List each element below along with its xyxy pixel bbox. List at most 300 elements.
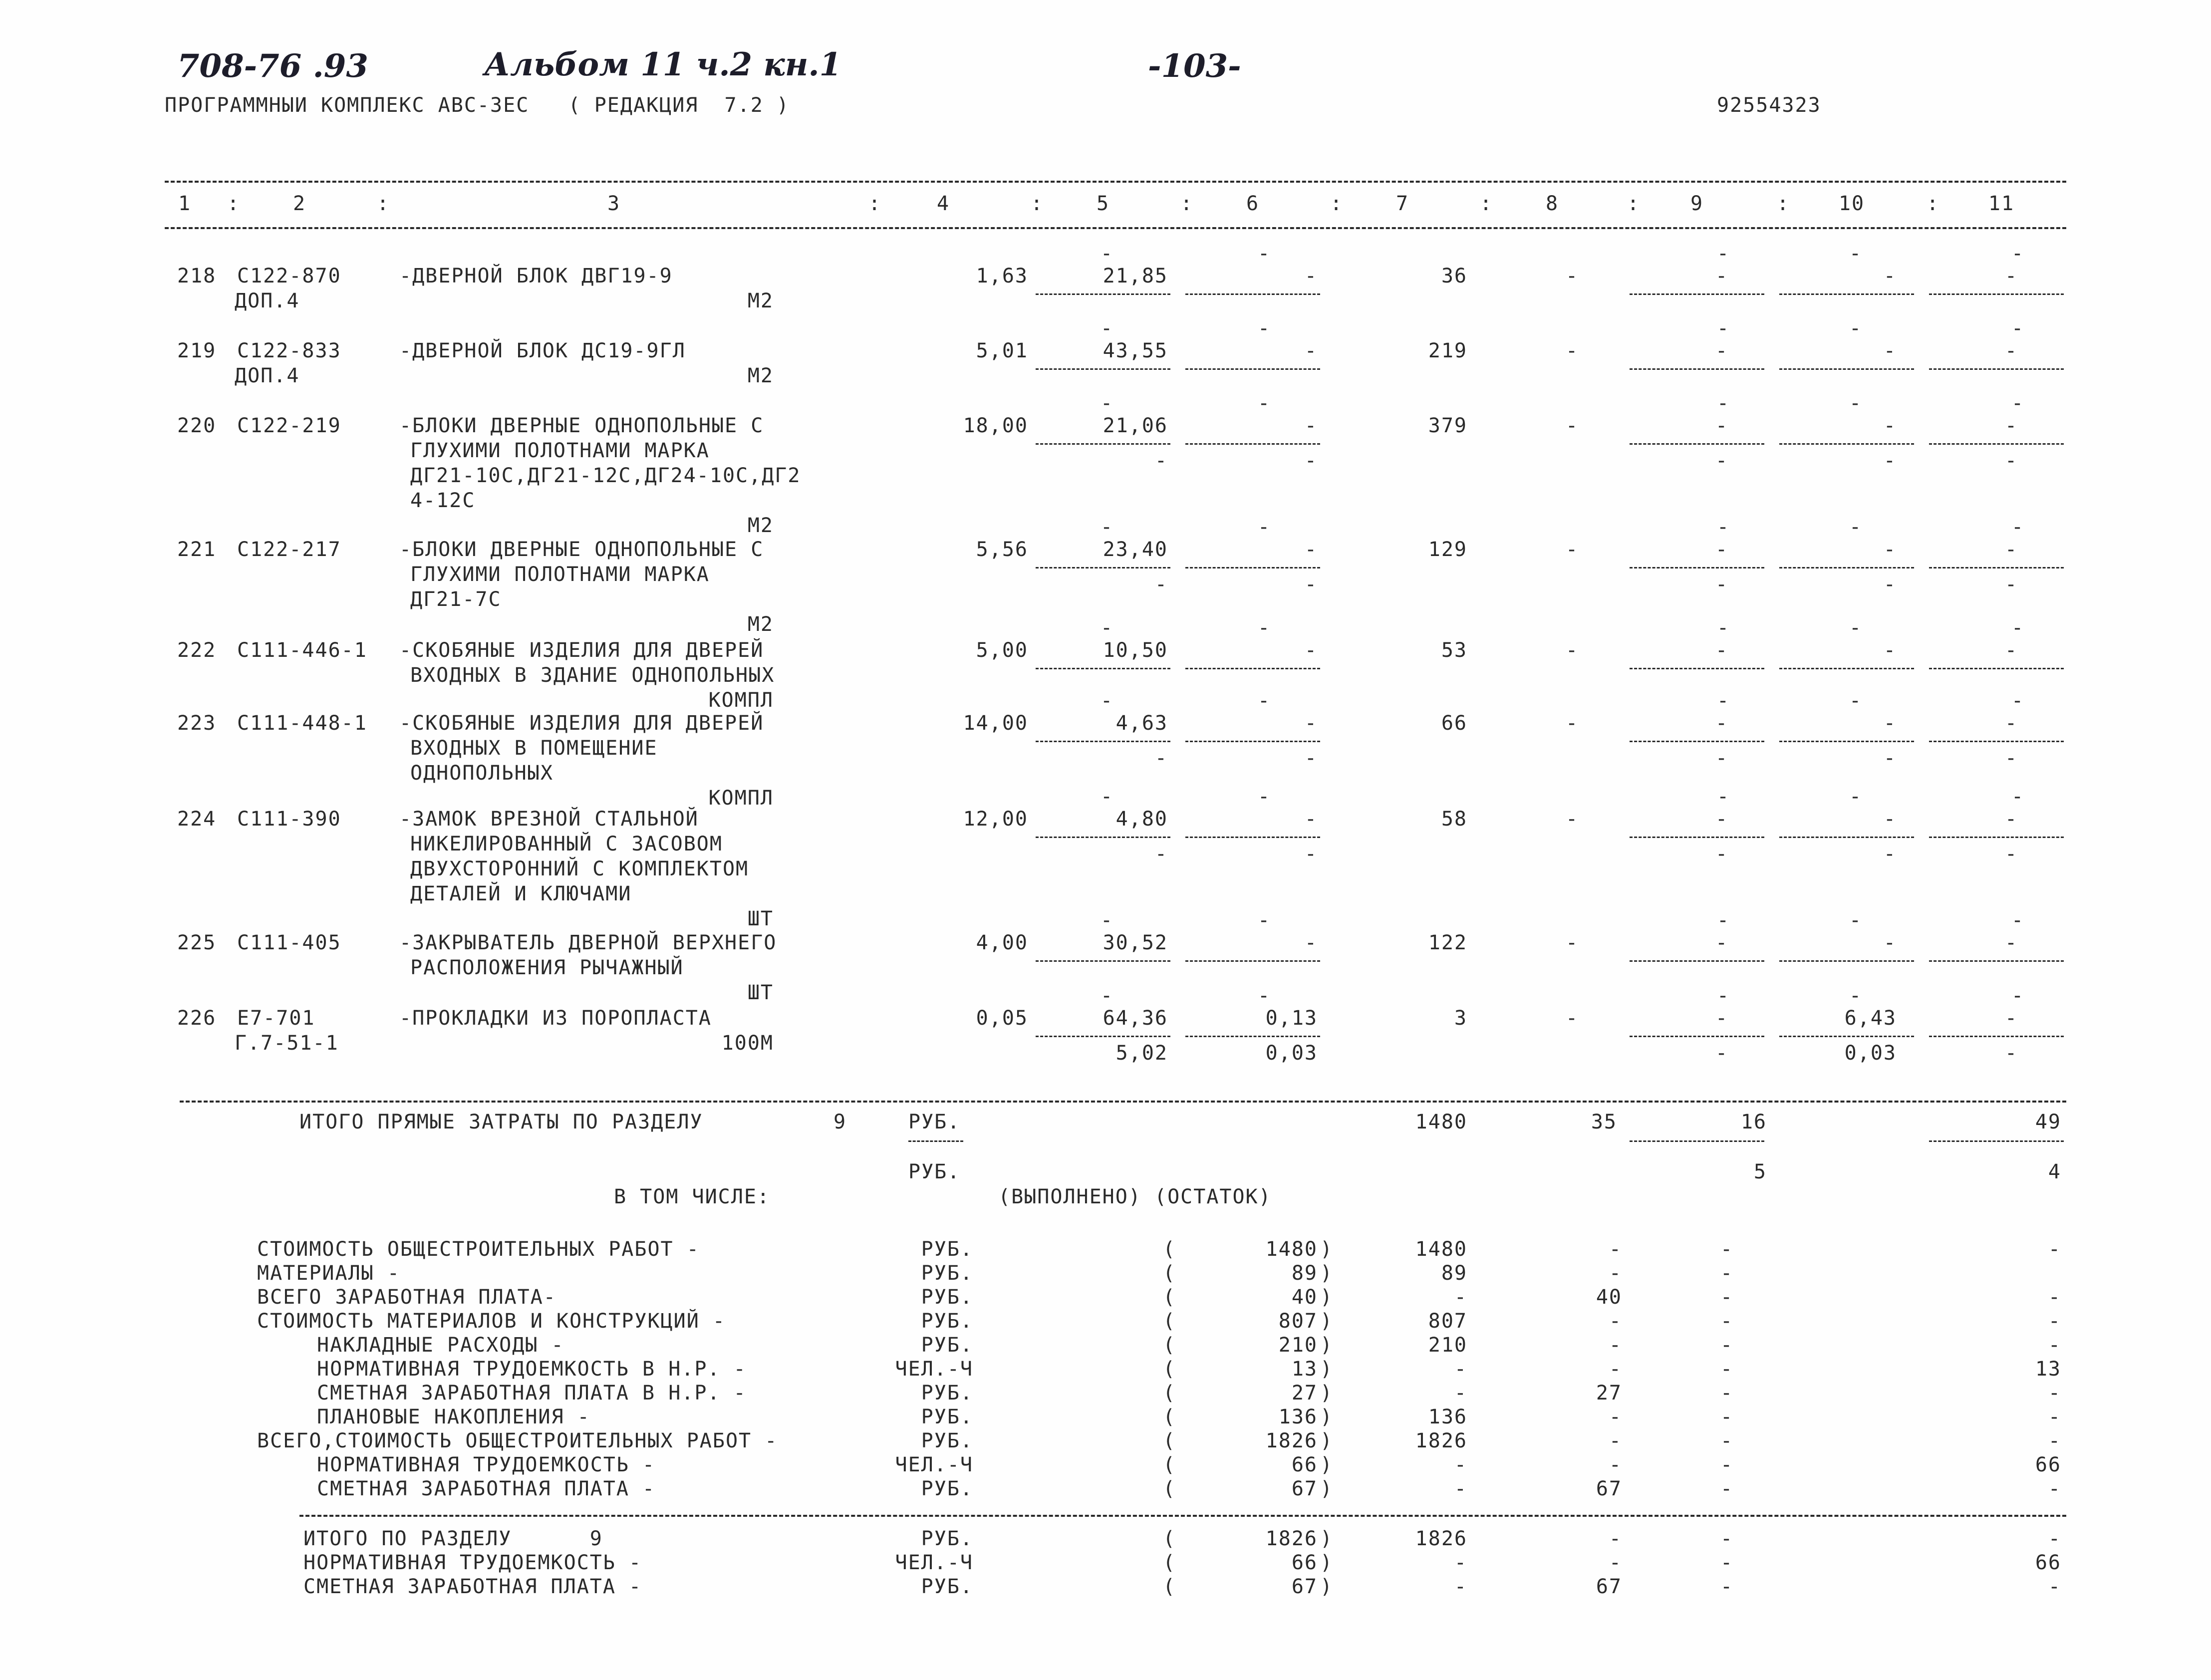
summary-col11: -	[2048, 1238, 2061, 1261]
column-separator: :	[1777, 192, 1790, 215]
col9-sub: -	[1715, 842, 1729, 865]
col5-price: 43,55	[1103, 339, 1168, 362]
item-unit: М2	[747, 364, 774, 387]
handwritten-page-number: -103-	[1148, 47, 1241, 85]
col8-value: -	[1565, 639, 1579, 662]
item-unit: ШТ	[747, 907, 774, 930]
item-name-line: ВХОДНЫХ В ПОМЕЩЕНИЕ	[410, 737, 658, 760]
col9-value: -	[1715, 808, 1729, 831]
col10-rule	[1779, 443, 1914, 445]
col11-sub: -	[2004, 747, 2018, 770]
item-number: 224	[177, 808, 217, 831]
col11-value: -	[2004, 339, 2018, 362]
item-quantity: 5,01	[976, 339, 1028, 362]
summary-label: ПЛАНОВЫЕ НАКОПЛЕНИЯ -	[317, 1405, 590, 1428]
dash-mark: -	[1258, 516, 1271, 539]
column-separator: :	[227, 192, 241, 215]
item-name-line: -БЛОКИ ДВЕРНЫЕ ОДНОПОЛЬНЫЕ С	[399, 538, 764, 561]
col10-value: 6,43	[1844, 1007, 1897, 1030]
item-unit: ШТ	[747, 981, 774, 1004]
dash-mark: -	[1849, 785, 1863, 808]
col11-rule	[1929, 293, 2064, 295]
dash-mark: -	[1717, 317, 1730, 340]
col10-rule	[1779, 368, 1914, 370]
col6-value: -	[1304, 931, 1318, 954]
item-name-line: РАСПОЛОЖЕНИЯ РЫЧАЖНЫЙ	[410, 956, 684, 979]
col10-value: -	[1883, 931, 1897, 954]
col6-value: -	[1304, 538, 1318, 561]
summary-col7: -	[1454, 1477, 1467, 1500]
summary-col8: -	[1609, 1262, 1622, 1285]
total-direct-col9: 16	[1740, 1111, 1767, 1133]
col10-rule	[1779, 1036, 1914, 1037]
summary-unit: РУБ.	[921, 1262, 973, 1285]
close-paren: )	[1320, 1477, 1334, 1500]
col11-value: -	[2004, 712, 2018, 735]
col5-price: 64,36	[1103, 1007, 1168, 1030]
col5-price: 4,80	[1115, 808, 1168, 831]
item-quantity: 5,56	[976, 538, 1028, 561]
summary-col11: -	[2048, 1334, 2061, 1357]
col6-value: -	[1304, 712, 1318, 735]
summary-col8: 67	[1596, 1477, 1622, 1500]
col11-rule	[1929, 1036, 2064, 1037]
summary-col9: -	[1720, 1551, 1734, 1574]
dash-mark: -	[1258, 689, 1271, 712]
summary-col7: 1826	[1415, 1527, 1467, 1550]
summary-col7: -	[1454, 1453, 1467, 1476]
col9-value: -	[1715, 639, 1729, 662]
col6-sub: -	[1304, 449, 1318, 472]
item-number: 220	[177, 414, 217, 437]
summary-col11: -	[2048, 1405, 2061, 1428]
col10-sub: 0,03	[1844, 1042, 1897, 1065]
summary-paren-value: 1826	[1265, 1429, 1318, 1452]
handwritten-doc-number: 708-76 .93	[177, 47, 368, 85]
col11-value: -	[2004, 414, 2018, 437]
section-rule	[180, 1101, 2066, 1103]
col11-rule	[1929, 567, 2064, 568]
close-paren: )	[1320, 1527, 1334, 1550]
col6-value: -	[1304, 639, 1318, 662]
summary-paren-value: 13	[1291, 1358, 1318, 1381]
col8-value: -	[1565, 1007, 1579, 1030]
dash-mark: -	[2011, 616, 2025, 639]
open-paren: (	[1163, 1310, 1176, 1333]
col5-price: 21,85	[1103, 265, 1168, 287]
summary-col11: -	[2048, 1527, 2061, 1550]
col11-total-rule	[1929, 1140, 2064, 1142]
summary-col8: -	[1609, 1310, 1622, 1333]
dash-mark: -	[1717, 909, 1730, 932]
col10-value: -	[1883, 712, 1897, 735]
summary-col11: 13	[2035, 1358, 2061, 1381]
dash-mark: -	[1717, 242, 1730, 265]
column-number: 5	[1096, 192, 1110, 215]
col5-rule	[1036, 668, 1170, 669]
item-quantity: 1,63	[976, 265, 1028, 287]
col5-rule	[1036, 293, 1170, 295]
summary-paren-value: 136	[1278, 1405, 1318, 1428]
dash-mark: -	[1101, 909, 1114, 932]
close-paren: )	[1320, 1551, 1334, 1574]
dash-mark: -	[1258, 984, 1271, 1007]
item-code: С111-446-1	[237, 639, 367, 662]
col10-sub: -	[1883, 842, 1897, 865]
column-separator: :	[1180, 192, 1194, 215]
summary-col8: -	[1609, 1551, 1622, 1574]
summary-col7: 1480	[1415, 1238, 1467, 1261]
summary-paren-value: 807	[1278, 1310, 1318, 1333]
col9-value: -	[1715, 931, 1729, 954]
col9-value: -	[1715, 265, 1729, 287]
item-name-line: ВХОДНЫХ В ЗДАНИЕ ОДНОПОЛЬНЫХ	[410, 664, 775, 687]
open-paren: (	[1163, 1238, 1176, 1261]
column-separator: :	[1927, 192, 1940, 215]
column-number: 11	[1988, 192, 2015, 215]
item-name-line: -СКОБЯНЫЕ ИЗДЕЛИЯ ДЛЯ ДВЕРЕЙ	[399, 639, 764, 662]
col6-sub: -	[1304, 842, 1318, 865]
col6-value: -	[1304, 339, 1318, 362]
dash-mark: -	[1717, 392, 1730, 415]
col8-value: -	[1565, 339, 1579, 362]
summary-col11: -	[2048, 1575, 2061, 1598]
item-unit: КОМПЛ	[708, 787, 774, 810]
summary-unit: РУБ.	[921, 1238, 973, 1261]
col6-rule	[1185, 741, 1320, 742]
item-number: 226	[177, 1007, 217, 1030]
summary-unit: ЧЕЛ.-Ч	[895, 1551, 973, 1574]
col9-sub: -	[1715, 449, 1729, 472]
open-paren: (	[1163, 1527, 1176, 1550]
col10-value: -	[1883, 414, 1897, 437]
item-name-line: -ЗАМОК ВРЕЗНОЙ СТАЛЬНОЙ	[399, 808, 699, 831]
dash-mark: -	[1849, 616, 1863, 639]
summary-col8: -	[1609, 1453, 1622, 1476]
column-number: 8	[1545, 192, 1559, 215]
dash-mark: -	[1258, 616, 1271, 639]
summary-unit: ЧЕЛ.-Ч	[895, 1453, 973, 1476]
col10-value: -	[1883, 808, 1897, 831]
summary-col11: -	[2048, 1310, 2061, 1333]
col8-value: -	[1565, 712, 1579, 735]
item-number: 225	[177, 931, 217, 954]
item-unit: М2	[747, 289, 774, 312]
col6-value: -	[1304, 265, 1318, 287]
item-name-line: ДГ21-7С	[410, 588, 502, 611]
summary-label: ИТОГО ПО РАЗДЕЛУ 9	[303, 1527, 603, 1550]
column-separator: :	[868, 192, 882, 215]
col7-total: 129	[1428, 538, 1467, 561]
col10-value: -	[1883, 538, 1897, 561]
col9-rule	[1630, 567, 1764, 568]
summary-col7: 1826	[1415, 1429, 1467, 1452]
item-quantity: 18,00	[963, 414, 1028, 437]
col5-rule	[1036, 443, 1170, 445]
item-number: 221	[177, 538, 217, 561]
item-name-line: -БЛОКИ ДВЕРНЫЕ ОДНОПОЛЬНЫЕ С	[399, 414, 764, 437]
dash-mark: -	[2011, 242, 2025, 265]
close-paren: )	[1320, 1262, 1334, 1285]
open-paren: (	[1163, 1334, 1176, 1357]
handwritten-album: Альбом 11 ч.2 кн.1	[484, 46, 842, 83]
summary-unit: РУБ.	[921, 1429, 973, 1452]
summary-col11: -	[2048, 1286, 2061, 1309]
summary-col9: -	[1720, 1238, 1734, 1261]
item-name-line: ГЛУХИМИ ПОЛОТНАМИ МАРКА	[410, 563, 710, 586]
dash-mark: -	[2011, 785, 2025, 808]
summary-paren-value: 210	[1278, 1334, 1318, 1357]
col8-value: -	[1565, 538, 1579, 561]
item-name-line: ГЛУХИМИ ПОЛОТНАМИ МАРКА	[410, 439, 710, 462]
item-code: С122-217	[237, 538, 341, 561]
col11-rule	[1929, 668, 2064, 669]
summary-col11: 66	[2035, 1551, 2061, 1574]
dash-mark: -	[1101, 317, 1114, 340]
col5-rule	[1036, 368, 1170, 370]
summary-col8: 67	[1596, 1575, 1622, 1598]
col10-rule	[1779, 668, 1914, 669]
col9-total-rule	[1630, 1140, 1764, 1142]
unit-rule	[908, 1140, 963, 1142]
item-unit: М2	[747, 514, 774, 537]
item-quantity: 5,00	[976, 639, 1028, 662]
col7-total: 379	[1428, 414, 1467, 437]
open-paren: (	[1163, 1286, 1176, 1309]
summary-col11: -	[2048, 1429, 2061, 1452]
col6-value: 0,13	[1265, 1007, 1318, 1030]
summary-col9: -	[1720, 1429, 1734, 1452]
col9-value: -	[1715, 339, 1729, 362]
column-separator: :	[1330, 192, 1344, 215]
col11-value: -	[2004, 538, 2018, 561]
summary-label: НОРМАТИВНАЯ ТРУДОЕМКОСТЬ В Н.Р. -	[317, 1358, 747, 1381]
col5-sub: -	[1154, 573, 1168, 596]
close-paren: )	[1320, 1405, 1334, 1428]
col6-sub: -	[1304, 747, 1318, 770]
item-unit: 100М	[721, 1032, 774, 1055]
col5-sub: -	[1154, 842, 1168, 865]
summary-col9: -	[1720, 1262, 1734, 1285]
column-number: 3	[607, 192, 621, 215]
col11-rule	[1929, 443, 2064, 445]
open-paren: (	[1163, 1429, 1176, 1452]
open-paren: (	[1163, 1262, 1176, 1285]
col6-value: -	[1304, 808, 1318, 831]
dash-mark: -	[2011, 392, 2025, 415]
col9-sub: -	[1715, 573, 1729, 596]
summary-col9: -	[1720, 1527, 1734, 1550]
col10-rule	[1779, 837, 1914, 838]
dash-mark: -	[1258, 392, 1271, 415]
col11-sub: -	[2004, 573, 2018, 596]
col9-value: -	[1715, 1007, 1729, 1030]
summary-col7: -	[1454, 1286, 1467, 1309]
col11-rule	[1929, 837, 2064, 838]
item-unit: КОМПЛ	[708, 689, 774, 712]
summary-col7: 136	[1428, 1405, 1467, 1428]
summary-col8: 40	[1596, 1286, 1622, 1309]
summary-col9: -	[1720, 1405, 1734, 1428]
dash-mark: -	[1101, 516, 1114, 539]
dash-mark: -	[1258, 909, 1271, 932]
summary-col8: -	[1609, 1429, 1622, 1452]
item-code: С111-448-1	[237, 712, 367, 735]
item-number: 219	[177, 339, 217, 362]
summary-col7: 210	[1428, 1334, 1467, 1357]
including-label: В ТОМ ЧИСЛЕ:	[614, 1185, 770, 1208]
summary-col7: 807	[1428, 1310, 1467, 1333]
col10-rule	[1779, 960, 1914, 962]
col10-value: -	[1883, 339, 1897, 362]
col10-rule	[1779, 741, 1914, 742]
dash-mark: -	[2011, 317, 2025, 340]
dash-mark: -	[2011, 909, 2025, 932]
col9-value: -	[1715, 712, 1729, 735]
col10-rule	[1779, 293, 1914, 295]
col6-rule	[1185, 293, 1320, 295]
col9-rule	[1630, 1036, 1764, 1037]
item-name-line: -ДВЕРНОЙ БЛОК ДВГ19-9	[399, 265, 673, 287]
summary-col8: -	[1609, 1405, 1622, 1428]
dash-mark: -	[2011, 689, 2025, 712]
header-rule-bottom	[165, 227, 2066, 229]
col8-value: -	[1565, 414, 1579, 437]
col11-rule	[1929, 741, 2064, 742]
summary-col8: 27	[1596, 1382, 1622, 1404]
open-paren: (	[1163, 1477, 1176, 1500]
summary-label: НАКЛАДНЫЕ РАСХОДЫ -	[317, 1334, 564, 1357]
dash-mark: -	[1101, 785, 1114, 808]
summary-unit: РУБ.	[921, 1334, 973, 1357]
close-paren: )	[1320, 1429, 1334, 1452]
column-number: 6	[1246, 192, 1260, 215]
col5-sub: 5,02	[1115, 1042, 1168, 1065]
col6-rule	[1185, 960, 1320, 962]
summary-unit: РУБ.	[921, 1527, 973, 1550]
close-paren: )	[1320, 1358, 1334, 1381]
col8-value: -	[1565, 808, 1579, 831]
open-paren: (	[1163, 1453, 1176, 1476]
col5-sub: -	[1154, 747, 1168, 770]
program-header: ПРОГРАММНЫИ КОМПЛЕКС АВС-ЗЕС ( РЕДАКЦИЯ 7.2 )	[165, 94, 790, 117]
dash-mark: -	[2011, 984, 2025, 1007]
summary-col8: -	[1609, 1527, 1622, 1550]
col9-rule	[1630, 837, 1764, 838]
item-name-line: -ДВЕРНОЙ БЛОК ДС19-9ГЛ	[399, 339, 686, 362]
open-paren: (	[1163, 1358, 1176, 1381]
summary-label: СТОИМОСТЬ ОБЩЕСТРОИТЕЛЬНЫХ РАБОТ -	[257, 1238, 700, 1261]
column-number: 9	[1690, 192, 1704, 215]
item-code: Е7-701	[237, 1007, 315, 1030]
col9-sub: -	[1715, 1042, 1729, 1065]
dash-mark: -	[1849, 317, 1863, 340]
col7-total: 3	[1454, 1007, 1467, 1030]
summary-label: СМЕТНАЯ ЗАРАБОТНАЯ ПЛАТА -	[317, 1477, 656, 1500]
summary-col8: -	[1609, 1358, 1622, 1381]
item-name-line: -ЗАКРЫВАТЕЛЬ ДВЕРНОЙ ВЕРХНЕГО	[399, 931, 777, 954]
total-direct-unit2: РУБ.	[908, 1160, 961, 1183]
col10-value: -	[1883, 265, 1897, 287]
dash-mark: -	[1717, 616, 1730, 639]
summary-paren-value: 66	[1291, 1453, 1318, 1476]
summary-label: НОРМАТИВНАЯ ТРУДОЕМКОСТЬ -	[303, 1551, 642, 1574]
summary-label: НОРМАТИВНАЯ ТРУДОЕМКОСТЬ -	[317, 1453, 656, 1476]
col5-rule	[1036, 837, 1170, 838]
summary-label: ВСЕГО,СТОИМОСТЬ ОБЩЕСТРОИТЕЛЬНЫХ РАБОТ -	[257, 1429, 778, 1452]
summary-col7: -	[1454, 1358, 1467, 1381]
col9-rule	[1630, 368, 1764, 370]
column-number: 1	[178, 192, 192, 215]
col11-value: -	[2004, 265, 2018, 287]
col11-value: -	[2004, 931, 2018, 954]
summary-paren-value: 27	[1291, 1382, 1318, 1404]
summary-col9: -	[1720, 1334, 1734, 1357]
col7-total: 122	[1428, 931, 1467, 954]
total-direct-col7: 1480	[1415, 1111, 1467, 1133]
dash-mark: -	[1101, 984, 1114, 1007]
total-direct-col8: 35	[1591, 1111, 1617, 1133]
col9-rule	[1630, 443, 1764, 445]
close-paren: )	[1320, 1382, 1334, 1404]
dash-mark: -	[1849, 689, 1863, 712]
dash-mark: -	[1101, 392, 1114, 415]
summary-col9: -	[1720, 1358, 1734, 1381]
dash-mark: -	[1849, 392, 1863, 415]
summary-col11: -	[2048, 1477, 2061, 1500]
col6-sub: -	[1304, 573, 1318, 596]
open-paren: (	[1163, 1575, 1176, 1598]
summary-col9: -	[1720, 1382, 1734, 1404]
summary-col11: 66	[2035, 1453, 2061, 1476]
item-unit: М2	[747, 613, 774, 636]
col7-total: 53	[1441, 639, 1467, 662]
col6-rule	[1185, 1036, 1320, 1037]
summary-label: СМЕТНАЯ ЗАРАБОТНАЯ ПЛАТА -	[303, 1575, 642, 1598]
col6-rule	[1185, 567, 1320, 568]
item-name-line: ДВУХСТОРОННИЙ С КОМПЛЕКТОМ	[410, 857, 749, 880]
summary-paren-value: 66	[1291, 1551, 1318, 1574]
header-rule-top	[165, 181, 2066, 183]
summary-col7: -	[1454, 1551, 1467, 1574]
close-paren: )	[1320, 1575, 1334, 1598]
dash-mark: -	[1849, 516, 1863, 539]
col8-value: -	[1565, 265, 1579, 287]
col9-value: -	[1715, 414, 1729, 437]
item-name-line: ОДНОПОЛЬНЫХ	[410, 762, 553, 785]
summary-col8: -	[1609, 1334, 1622, 1357]
item-name-line: ДЕТАЛЕЙ И КЛЮЧАМИ	[410, 882, 632, 905]
summary-col9: -	[1720, 1453, 1734, 1476]
item-number: 222	[177, 639, 217, 662]
total-direct-col11: 49	[2035, 1111, 2061, 1133]
column-number: 4	[936, 192, 950, 215]
dash-mark: -	[1101, 616, 1114, 639]
col5-price: 23,40	[1103, 538, 1168, 561]
item-code: Г.7-51-1	[235, 1032, 339, 1055]
summary-unit: РУБ.	[921, 1382, 973, 1404]
summary-col9: -	[1720, 1286, 1734, 1309]
column-number: 2	[292, 192, 306, 215]
summary-col11: -	[2048, 1382, 2061, 1404]
item-name-line: 4-12С	[410, 489, 476, 512]
column-separator: :	[377, 192, 390, 215]
dash-mark: -	[1717, 785, 1730, 808]
close-paren: )	[1320, 1334, 1334, 1357]
summary-label: МАТЕРИАЛЫ -	[257, 1262, 400, 1285]
col7-total: 219	[1428, 339, 1467, 362]
item-code: С111-405	[237, 931, 341, 954]
